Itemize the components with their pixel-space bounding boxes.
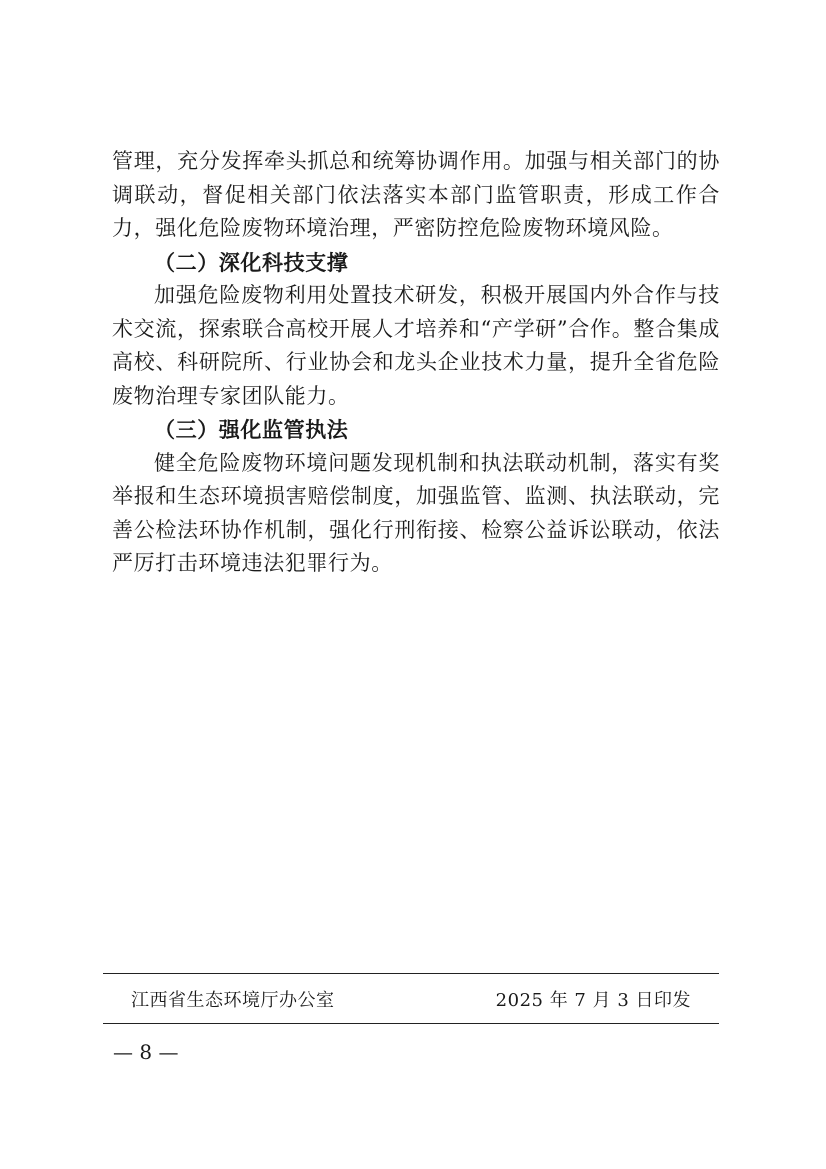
section-heading-2: （二）深化科技支撑 [154,249,349,275]
section-heading-3: （三）强化监管执法 [154,417,349,442]
issue-date: 2025 年 7 月 3 日印发 [495,990,691,1011]
footer-imprint [103,986,719,1014]
page-number: — 8 — [113,1040,179,1064]
body-text [112,145,720,581]
footer-bottom-rule [103,1023,719,1024]
paragraph-continued: 管理，充分发挥牵头抓总和统筹协调作用。加强与相关部门的协调联动，督促相关部门依法落实本部门监管职责，形成工作合力，强化危险废物环境治理，严密防控危险废物环境风险。 [112,149,720,240]
paragraph-tech-support: 加强危险废物利用处置技术研发，积极开展国内外合作与技术交流，探索联合高校开展人才培养和“产学研”合作。整合集成高校、科研院所、行业协会和龙头企业技术力量，提升全省危险废物治理专家团队能力。 [112,283,720,408]
paragraph-enforcement: 健全危险废物环境问题发现机制和执法联动机制，落实有奖举报和生态环境损害赔偿制度，加强监管、监测、执法联动，完善公检法环协作机制，强化行刑衔接、检察公益诉讼联动，依法严厉打击环境违法犯罪行为。 [112,450,720,575]
footer-top-rule [103,973,719,974]
issuer-name: 江西省生态环境厅办公室 [131,990,335,1011]
